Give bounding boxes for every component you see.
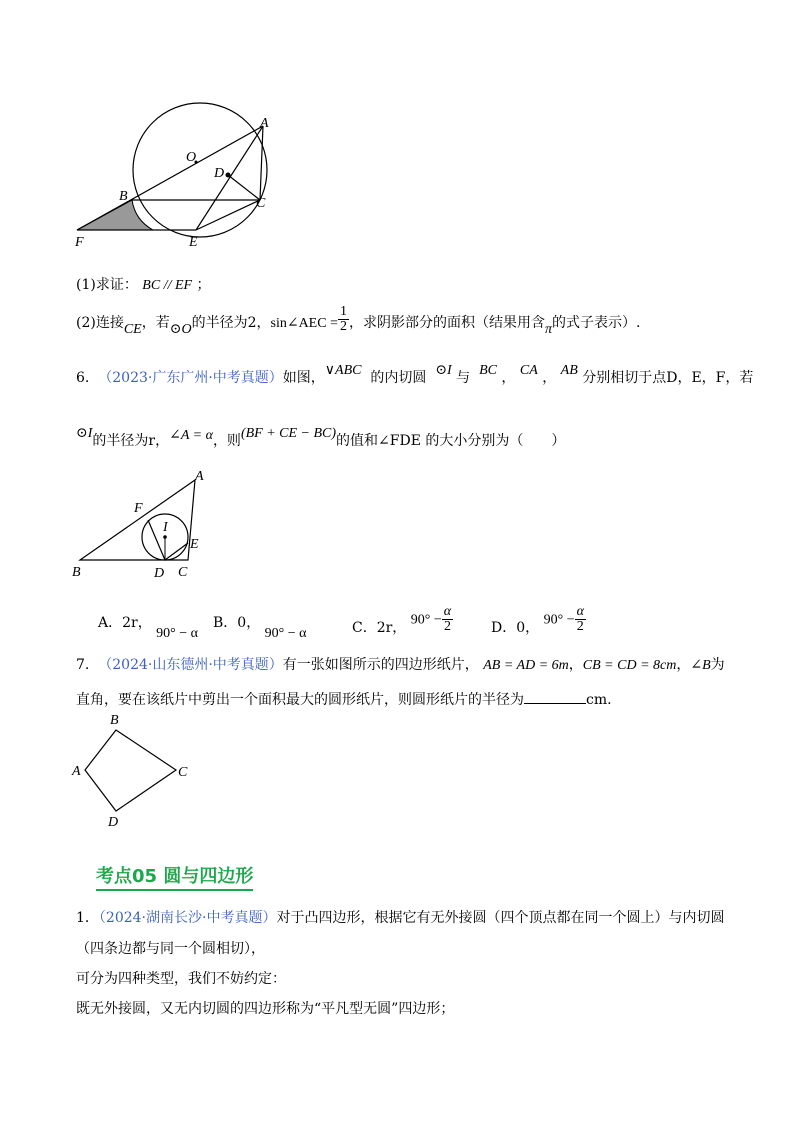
q6-option-c[interactable] bbox=[352, 605, 453, 634]
q7-ab-ad: AB = AD = 6m bbox=[483, 658, 569, 673]
segment-ac bbox=[260, 126, 263, 200]
option-d-fraction bbox=[575, 605, 586, 634]
answer-blank[interactable] bbox=[524, 691, 586, 704]
q5-part1-prefix: (1)求证： bbox=[76, 277, 138, 293]
q5-frac-den: 2 bbox=[339, 318, 347, 334]
p1-t1: 对于凸四边形，根据它有无外接圆（四个顶点都在同一个圆上）与内切圆 bbox=[276, 910, 725, 926]
q6-line2-angle-a: ∠A = α bbox=[169, 428, 213, 443]
q5-part2 bbox=[76, 303, 641, 337]
q6-line2-t3: 的值和∠FDE bbox=[336, 433, 421, 449]
q6-t6: 分别相切于点D，E，F，若 bbox=[582, 370, 754, 386]
point-d bbox=[226, 173, 231, 178]
figure-quadrilateral bbox=[68, 710, 198, 830]
q5-part2-t2: ，若 bbox=[141, 315, 170, 331]
label-i: I bbox=[163, 520, 168, 535]
q6-t2: 的内切圆 bbox=[370, 370, 427, 386]
q5-part2-t5: 的式子表示）. bbox=[551, 315, 641, 331]
q6-number: 6. bbox=[76, 370, 90, 386]
q6-t1: 如图， bbox=[282, 370, 325, 386]
q6-line2-expression: (BF + CE − BC) bbox=[240, 426, 337, 441]
p1-line4 bbox=[76, 998, 454, 1018]
label-f: F bbox=[75, 235, 84, 250]
p1-line3 bbox=[76, 968, 286, 988]
figure-triangle-incircle bbox=[70, 468, 220, 583]
q7-t1: 有一张如图所示的四边形纸片， bbox=[282, 657, 479, 673]
point-i bbox=[163, 535, 167, 539]
q6-line1 bbox=[76, 363, 754, 387]
q5-part2-t3: 的半径为2， bbox=[191, 315, 271, 331]
p1-line2 bbox=[76, 938, 265, 958]
label-a: A bbox=[72, 764, 81, 779]
q7-source: （2024·山东德州·中考真题） bbox=[98, 657, 283, 673]
section-heading: 考点05 圆与四边形 bbox=[96, 862, 253, 891]
q6-option-a[interactable] bbox=[98, 612, 199, 641]
q5-part1-suffix: ； bbox=[196, 277, 211, 293]
q5-part2-t4: ，求阴影部分的面积（结果用含 bbox=[348, 315, 545, 331]
q6-circle-i: ⊙I bbox=[435, 363, 452, 378]
q6-line2-circle-i: ⊙I bbox=[76, 426, 93, 441]
option-d-value: 90° − bbox=[543, 612, 575, 628]
q7-cb-cd: CB = CD = 8cm bbox=[582, 658, 677, 673]
q6-t5: ， bbox=[542, 370, 557, 386]
q7-t4: 为 bbox=[710, 657, 725, 673]
q7-t2: ， bbox=[568, 657, 583, 673]
label-c: C bbox=[178, 765, 188, 780]
triangle-abc bbox=[80, 480, 195, 560]
q6-t3: 与 bbox=[456, 370, 471, 386]
q7-t3: ， bbox=[676, 657, 691, 673]
q5-part2-pi: π bbox=[544, 322, 552, 337]
q5-part2-circle-o: ⊙O bbox=[169, 322, 192, 337]
option-d-label: D．0， bbox=[491, 619, 540, 636]
p1-line3-text: 可分为四种类型，我们不妨约定： bbox=[76, 971, 286, 987]
q6-line2-t1: 的半径为r， bbox=[92, 433, 170, 449]
label-f: F bbox=[134, 501, 143, 516]
p1-line4-text: 既无外接圆，又无内切圆的四边形称为“平凡型无圆”四边形； bbox=[76, 1001, 455, 1017]
q7-line2-text: 直角，要在该纸片中剪出一个面积最大的圆形纸片，则圆形纸片的半径为 bbox=[76, 692, 524, 708]
label-b: B bbox=[72, 565, 81, 580]
label-a: A bbox=[260, 116, 269, 131]
option-c-frac-num: α bbox=[443, 604, 452, 619]
q6-line2-t2: ，则 bbox=[212, 433, 241, 449]
p1-source: （2024·湖南长沙·中考真题） bbox=[98, 910, 277, 926]
q6-line2-t4: 的大小分别为（ ） bbox=[425, 433, 566, 449]
shaded-region bbox=[77, 200, 153, 230]
option-c-fraction bbox=[442, 605, 453, 634]
label-b: B bbox=[110, 713, 119, 728]
q7-unit: cm. bbox=[586, 692, 612, 708]
option-c-label: C．2r， bbox=[352, 619, 407, 636]
option-a-value: 90° − α bbox=[156, 626, 199, 641]
label-d: D bbox=[214, 166, 225, 181]
label-c: C bbox=[178, 565, 188, 580]
q7-line1 bbox=[76, 654, 725, 674]
q6-t4: ， bbox=[501, 370, 516, 386]
q6-option-d[interactable] bbox=[491, 605, 586, 634]
label-c: C bbox=[256, 196, 266, 211]
p1-number: 1． bbox=[76, 910, 99, 926]
q5-frac-num: 1 bbox=[339, 303, 347, 319]
segment-fa bbox=[77, 126, 263, 230]
q5-part2-t1: (2)连接 bbox=[76, 315, 124, 331]
option-b-value: 90° − α bbox=[264, 626, 307, 641]
option-d-frac-num: α bbox=[576, 604, 584, 619]
option-c-frac-den: 2 bbox=[443, 619, 451, 634]
quadrilateral-abcd bbox=[85, 730, 176, 811]
q5-part2-fraction bbox=[338, 305, 349, 334]
label-d: D bbox=[108, 815, 119, 830]
label-o: O bbox=[186, 150, 197, 165]
q7-angle-b: ∠B bbox=[690, 658, 711, 673]
q5-part1-math: BC // EF bbox=[142, 278, 193, 293]
q5-part1 bbox=[76, 274, 211, 294]
q7-number: 7. bbox=[76, 657, 90, 673]
p1-line2-text: （四条边都与同一个圆相切）， bbox=[76, 941, 265, 957]
q6-ca: CA bbox=[519, 363, 538, 378]
option-b-label: B．0， bbox=[213, 615, 261, 631]
label-b: B bbox=[119, 189, 128, 204]
q5-part2-sin: sin∠AEC = bbox=[270, 316, 338, 331]
q6-line2 bbox=[76, 426, 566, 450]
figure-circle-shaded bbox=[70, 95, 290, 255]
q6-source: （2023·广东广州·中考真题） bbox=[98, 370, 283, 386]
q7-line2 bbox=[76, 689, 612, 709]
p1-line1 bbox=[76, 907, 724, 927]
label-e: E bbox=[190, 537, 199, 552]
option-c-value: 90° − bbox=[410, 612, 442, 628]
label-a: A bbox=[195, 469, 204, 484]
option-a-label: A．2r， bbox=[98, 615, 152, 631]
q6-ab: AB bbox=[560, 363, 578, 378]
label-e: E bbox=[189, 235, 198, 250]
q6-bc: BC bbox=[479, 363, 497, 378]
q5-part2-ce: CE bbox=[123, 322, 142, 337]
q6-option-b[interactable] bbox=[213, 612, 307, 641]
option-d-frac-den: 2 bbox=[576, 619, 584, 634]
circle-o bbox=[133, 103, 267, 237]
label-d: D bbox=[154, 566, 165, 581]
q6-triangle-abc: ∨ABC bbox=[324, 363, 362, 378]
